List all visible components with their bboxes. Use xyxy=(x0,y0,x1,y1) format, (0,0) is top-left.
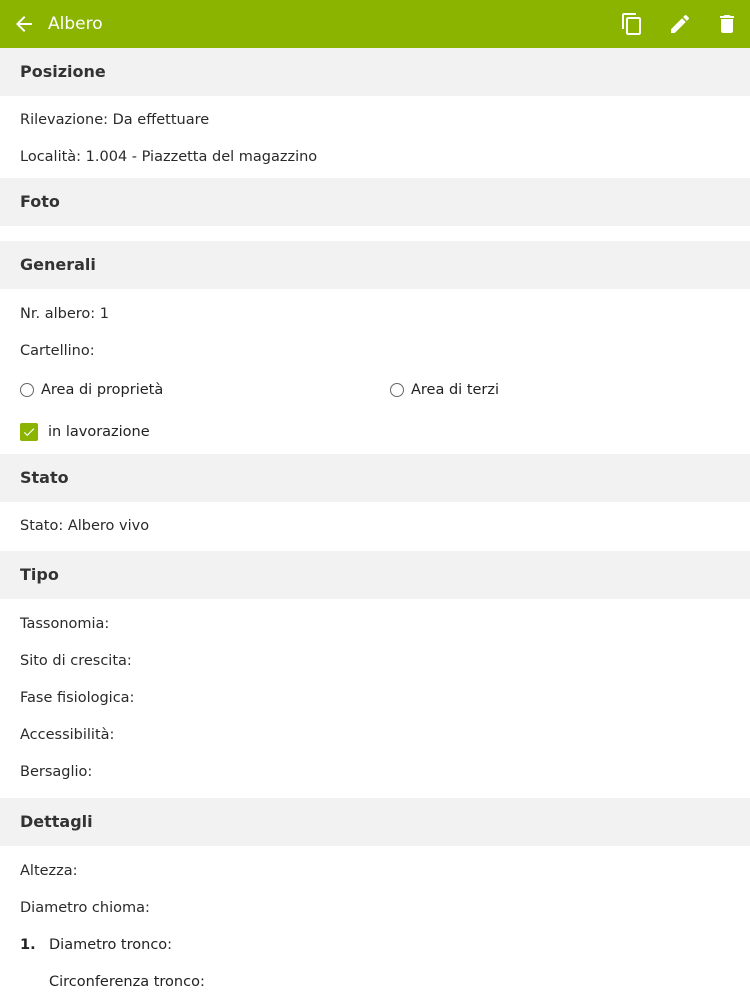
section-header-generali: Generali xyxy=(0,241,750,289)
radio-unchecked-icon xyxy=(390,383,404,397)
section-header-foto: Foto xyxy=(0,178,750,226)
accessibilita-value: Accessibilità: xyxy=(20,727,115,743)
radio-area-terzi[interactable] xyxy=(390,370,499,410)
tronco-item xyxy=(0,927,750,964)
tassonomia-value: Tassonomia: xyxy=(20,616,110,632)
localita-value: Località: 1.004 - Piazzetta del magazzino xyxy=(20,149,318,165)
checkbox-checked-icon xyxy=(20,423,38,441)
stato-value: Stato: Albero vivo xyxy=(20,518,150,534)
checkbox-label: in lavorazione xyxy=(48,424,150,440)
foto-area xyxy=(0,226,750,241)
edit-icon[interactable] xyxy=(668,12,692,36)
diametro-tronco-value: Diametro tronco: xyxy=(49,937,173,953)
radio-area-proprieta[interactable] xyxy=(20,370,163,410)
bersaglio-value: Bersaglio: xyxy=(20,764,93,780)
section-header-posizione: Posizione xyxy=(0,48,750,96)
circonferenza-item xyxy=(0,964,750,1000)
fase-fisiologica-value: Fase fisiologica: xyxy=(20,690,135,706)
delete-icon[interactable] xyxy=(715,12,739,36)
circonferenza-tronco-value: Circonferenza tronco: xyxy=(49,974,205,990)
radio-area-terzi-label: Area di terzi xyxy=(411,382,500,398)
detail-content[interactable] xyxy=(0,48,750,1000)
nr-albero-value: Nr. albero: 1 xyxy=(20,306,109,322)
back-arrow-icon[interactable] xyxy=(12,12,36,36)
section-header-dettagli: Dettagli xyxy=(0,798,750,846)
rilevazione-value: Rilevazione: Da effettuare xyxy=(20,112,210,128)
radio-unchecked-icon xyxy=(20,383,34,397)
sito-crescita-value: Sito di crescita: xyxy=(20,653,132,669)
section-header-tipo: Tipo xyxy=(0,551,750,599)
radio-area-proprieta-label: Area di proprietà xyxy=(41,382,164,398)
section-header-stato: Stato xyxy=(0,454,750,502)
copy-icon[interactable] xyxy=(620,12,644,36)
cartellino-value: Cartellino: xyxy=(20,343,95,359)
tronco-number: 1. xyxy=(20,937,36,953)
altezza-value: Altezza: xyxy=(20,863,78,879)
diametro-chioma-value: Diametro chioma: xyxy=(20,900,150,916)
app-bar xyxy=(0,0,750,48)
page-title: Albero xyxy=(48,14,103,34)
checkbox-in-lavorazione[interactable] xyxy=(0,410,750,454)
